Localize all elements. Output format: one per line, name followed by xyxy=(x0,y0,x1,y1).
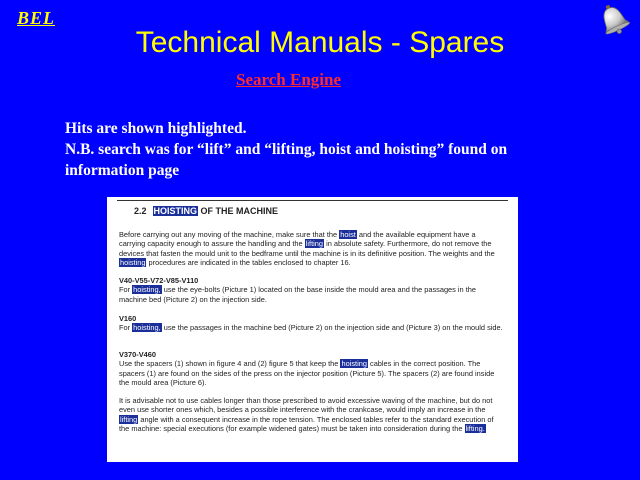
text-span: For xyxy=(119,323,131,333)
text-span: and the available equipment have a carrying capacity enough to assure the handling and the xyxy=(119,230,476,249)
paragraph-intro xyxy=(119,230,503,267)
highlighted-hit: hoisting, xyxy=(133,285,161,295)
highlighted-hit: lifting xyxy=(120,414,138,424)
search-engine-link[interactable]: Search Engine xyxy=(236,70,342,89)
notes-line-1: Hits are shown highlighted. xyxy=(65,120,247,137)
highlighted-hit: hoisting xyxy=(120,257,146,267)
bel-logo-link[interactable]: BEL xyxy=(17,8,56,28)
paragraph-cables xyxy=(119,396,503,433)
text-span: procedures are indicated in the tables enclosed to chapter 16. xyxy=(148,257,351,267)
text-span: For xyxy=(119,285,131,295)
text-span: in absolute safety. Furthermore, do not remove the devices that fasten the mould unit to the bedframe until the machine is in its definitive position. The weights and the xyxy=(119,239,495,258)
text-span: Before carrying out any moving of the machine, make sure that the xyxy=(119,230,338,239)
section-heading-text: OF THE MACHINE xyxy=(200,206,279,216)
text-span: It is advisable not to use cables longer than those prescribed to avoid excessive waving of the machine, but do not even use shorter ones which, besides a possible interference with the crankcase, would imply an increase in the xyxy=(119,396,493,415)
text-span: use the eye-bolts (Picture 1) located on the base inside the mould area and the passages in the machine bed (Picture 2) on the injection side. xyxy=(119,285,476,304)
highlighted-hit: lifting xyxy=(305,239,323,249)
text-span: angle with a consequent increase in the rope tension. The enclosed tables refer to the standard execution of the machine: special executions (for example widened gates) must be taken into consideration during the xyxy=(119,414,494,433)
highlighted-hit: hoist xyxy=(340,230,356,239)
section-v160 xyxy=(119,314,503,333)
text-span: Use the spacers (1) shown in figure 4 and (2) figure 5 that keep the xyxy=(119,359,339,369)
page-title: Technical Manuals - Spares xyxy=(135,26,505,59)
text-span: cables in the correct position. The spacers (1) are found on the sides of the press on the injector position (Picture 5). The spacers (2) are found inside the mould area (Picture 6). xyxy=(119,359,495,387)
section-number: 2.2 xyxy=(134,206,147,216)
search-notes xyxy=(65,118,605,181)
document-top-rule xyxy=(117,200,508,201)
section-heading xyxy=(134,206,278,216)
document-excerpt xyxy=(107,197,518,462)
section-v40 xyxy=(119,276,503,304)
subsection-title: V370-V460 xyxy=(119,350,156,359)
highlighted-hit: hoisting, xyxy=(133,323,161,333)
subsection-title: V40-V55-V72-V85-V110 xyxy=(119,276,199,285)
section-v370 xyxy=(119,350,503,387)
subsection-title: V160 xyxy=(119,314,137,323)
highlighted-hit: lifting. xyxy=(465,423,485,433)
highlighted-hit: hoisting xyxy=(341,359,367,369)
notes-line-2: N.B. search was for “lift” and “lifting, hoist and hoisting” found on xyxy=(65,141,508,158)
highlighted-hit: HOISTING xyxy=(153,206,198,216)
text-span: use the passages in the machine bed (Picture 2) on the injection side and (Picture 3) on the mould side. xyxy=(163,323,503,333)
notes-line-3: information page xyxy=(65,162,180,179)
